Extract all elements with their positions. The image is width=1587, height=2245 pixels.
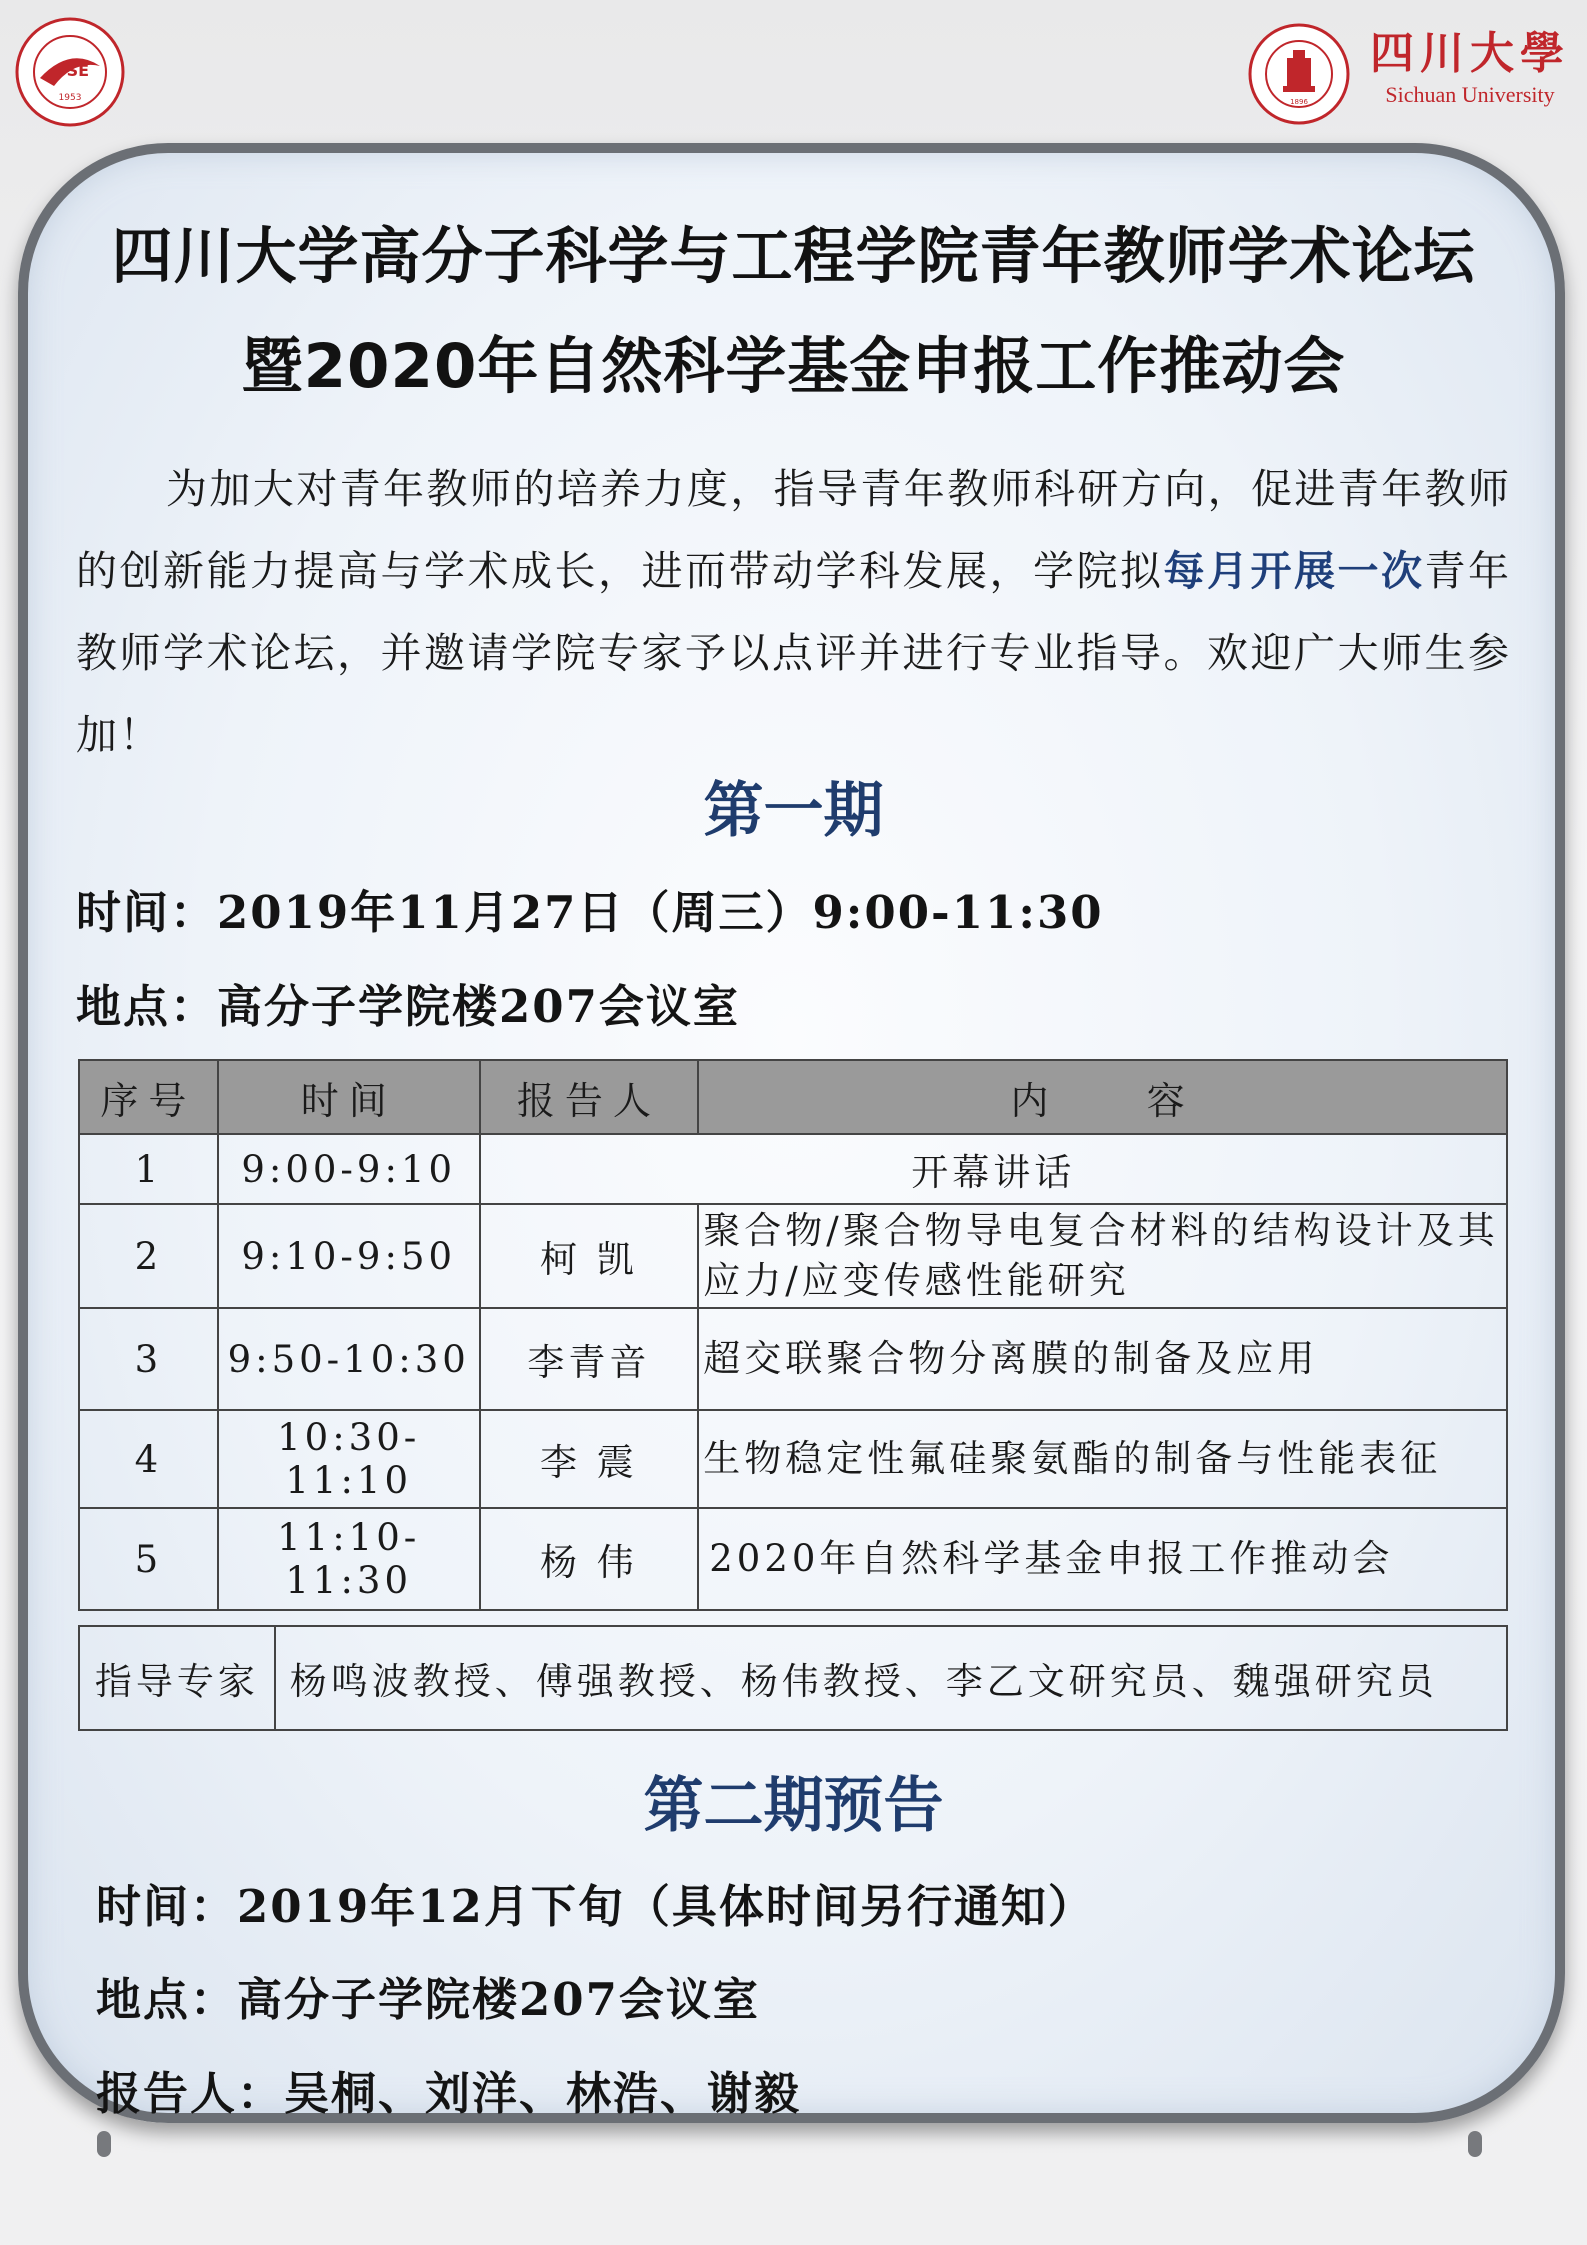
row-speaker: 杨 伟 xyxy=(480,1508,699,1610)
session1-time: 时间：2019年11月27日（周三）9:00-11:30 xyxy=(76,886,1104,939)
experts-row xyxy=(79,1626,1507,1730)
frame-foot-right xyxy=(1468,2131,1482,2157)
header-speaker: 报告人 xyxy=(480,1060,699,1134)
row-no: 5 xyxy=(79,1508,218,1610)
row-time: 10:30-11:10 xyxy=(218,1410,480,1508)
row-speaker: 李青音 xyxy=(480,1308,699,1410)
experts-table xyxy=(78,1625,1508,1731)
schedule-table xyxy=(78,1059,1508,1611)
session2-title: 第二期预告 xyxy=(643,1771,944,1841)
intro-text-1: 为加大对青年教师的培养力度，指导青年教师科研方向，促进青年教师的创新能力提高与学术成长，进而带动学科发展，学院拟 xyxy=(76,465,1511,595)
table-row xyxy=(79,1134,1507,1204)
frame-foot-left xyxy=(97,2131,111,2157)
row-time: 9:10-9:50 xyxy=(218,1204,480,1308)
row-content: 超交联聚合物分离膜的制备及应用 xyxy=(698,1308,1507,1410)
row-content: 聚合物/聚合物导电复合材料的结构设计及其应力/应变传感性能研究 xyxy=(698,1204,1507,1308)
row-no: 4 xyxy=(79,1410,218,1508)
row-no: 2 xyxy=(79,1204,218,1308)
experts-label: 指导专家 xyxy=(79,1626,275,1730)
header-time: 时间 xyxy=(218,1060,480,1134)
row-content: 开幕讲话 xyxy=(480,1134,1507,1204)
university-seal-year: 1896 xyxy=(1290,98,1308,106)
page-title-line1: 四川大学高分子科学与工程学院青年教师学术论坛 xyxy=(111,221,1476,292)
university-name-en: Sichuan University xyxy=(1385,82,1555,107)
university-name-cn: 四川大學 xyxy=(1370,28,1570,79)
header-no: 序号 xyxy=(79,1060,218,1134)
experts-names: 杨鸣波教授、傅强教授、杨伟教授、李乙文研究员、魏强研究员 xyxy=(275,1626,1507,1730)
row-time: 11:10-11:30 xyxy=(218,1508,480,1610)
row-no: 1 xyxy=(79,1134,218,1204)
schedule-header-row xyxy=(79,1060,1507,1134)
college-logo-year: 1953 xyxy=(58,93,82,103)
row-content: 2020年自然科学基金申报工作推动会 xyxy=(698,1508,1507,1610)
intro-paragraph xyxy=(76,448,1511,776)
row-time: 9:50-10:30 xyxy=(218,1308,480,1410)
row-time: 9:00-9:10 xyxy=(218,1134,480,1204)
row-no: 3 xyxy=(79,1308,218,1410)
table-row xyxy=(79,1308,1507,1410)
session2-speakers: 报告人：吴桐、刘洋、林浩、谢毅 xyxy=(96,2067,802,2120)
header-content: 内 容 xyxy=(698,1060,1507,1134)
college-logo xyxy=(14,16,126,128)
session2-place: 地点：高分子学院楼207会议室 xyxy=(96,1973,760,2026)
table-row xyxy=(79,1204,1507,1308)
row-speaker: 李 震 xyxy=(480,1410,699,1508)
table-row xyxy=(79,1508,1507,1610)
session1-place: 地点：高分子学院楼207会议室 xyxy=(76,980,740,1033)
university-seal xyxy=(1247,22,1351,126)
session2-time: 时间：2019年12月下旬（具体时间另行通知） xyxy=(96,1880,1095,1933)
university-name xyxy=(1365,30,1575,108)
row-content: 生物稳定性氟硅聚氨酯的制备与性能表征 xyxy=(698,1410,1507,1508)
page-title-line2: 暨2020年自然科学基金申报工作推动会 xyxy=(241,331,1346,402)
table-row xyxy=(79,1410,1507,1508)
row-speaker: 柯 凯 xyxy=(480,1204,699,1308)
college-logo-text: PSE xyxy=(54,61,90,80)
intro-highlight: 每月开展一次 xyxy=(1163,547,1425,595)
session1-title: 第一期 xyxy=(703,776,884,846)
intro-text-2: 青年教师学术论坛，并邀请学院专家予以点评并进行专业指导。欢迎广大师生参加！ xyxy=(76,547,1511,759)
